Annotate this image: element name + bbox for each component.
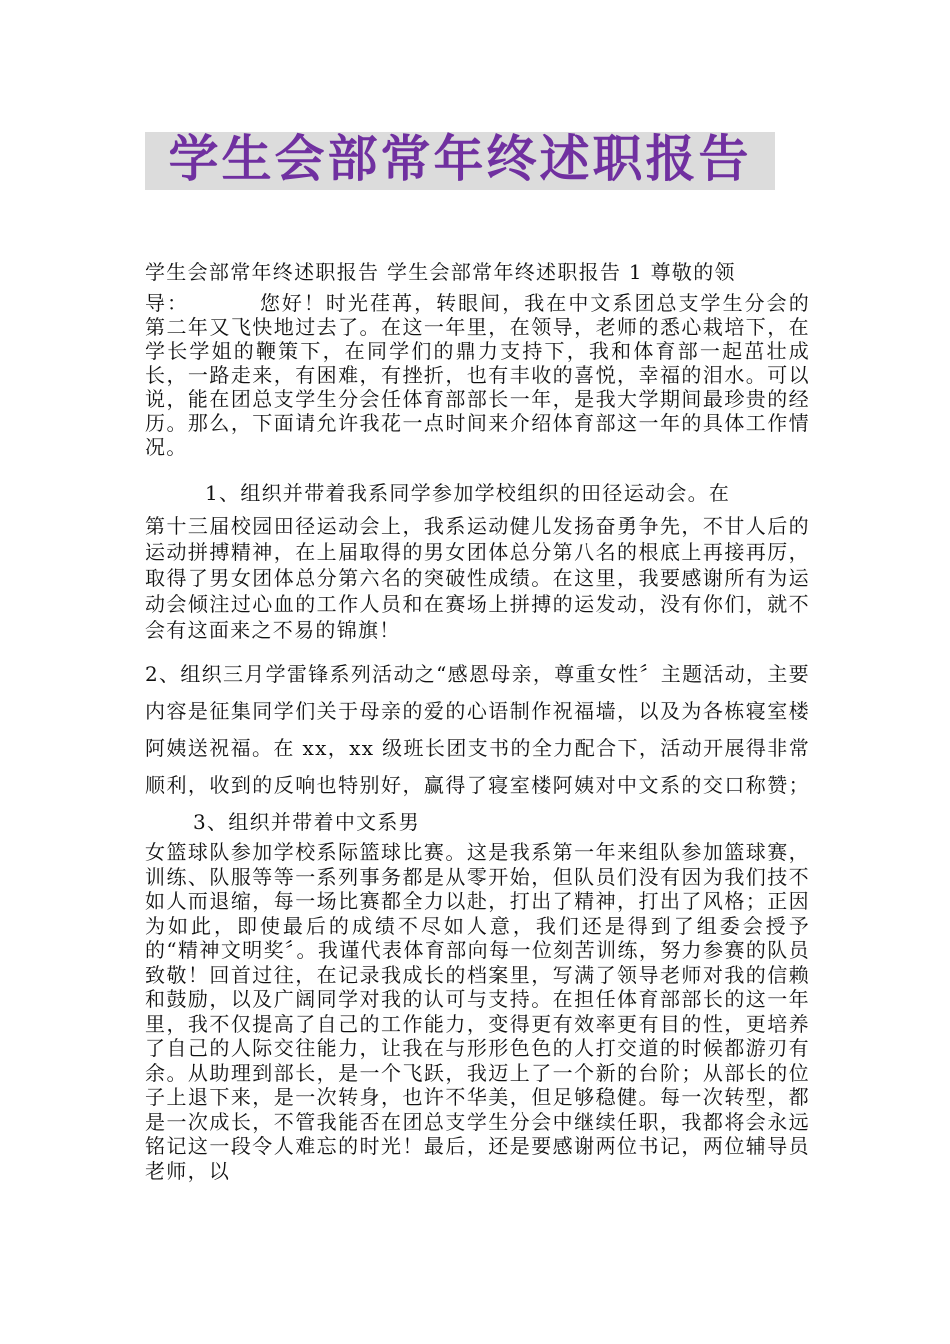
intro-first-line: 学生会部常年终述职报告 学生会部常年终述职报告 1 尊敬的领 <box>145 260 736 284</box>
intro-paragraph <box>145 260 810 459</box>
intro-body: 您好！时光荏苒，转眼间，我在中文系团总支学生分会的第二年又飞快地过去了。在这一年里，在领导，老师的悉心栽培下，在学长学姐的鞭策下，在同学们的鼎力支持下，我和体育部一起茁壮成长，一路走来，有困难，有挫折，也有丰收的喜悦，幸福的泪水。可以说，能在团总支学生分会任体育部部长一年，是我大学期间最珍贵的经历。那么，下面请允许我花一点时间来介绍体育部这一年的具体工作情况。 <box>145 291 810 459</box>
page-title: 学生会部常年终述职报告 <box>168 130 752 188</box>
item-2-paragraph <box>145 656 810 841</box>
salutation: 导： <box>145 291 190 315</box>
item-2-text: 2、组织三月学雷锋系列活动之“感恩母亲，尊重女性〞主题活动，主要内容是征集同学们关于母亲的爱的心语制作祝福墙，以及为各栋寝室楼阿姨送祝福。在 xx，xx 级班长团支书的全力配合下，活动开展得非常顺利，收到的反响也特别好，赢得了寝室楼阿姨对中文系的交口称赞； <box>145 662 810 797</box>
item-1-body: 第十三届校园田径运动会上，我系运动健儿发扬奋勇争先，不甘人后的运动拼搏精神，在上届取得的男女团体总分第八名的根底上再接再厉，取得了男女团体总分第六名的突破性成绩。在这里，我要感谢所有为运动会倾注过心血的工作人员和在赛场上拼搏的运发动，没有你们，就不会有这面来之不易的锦旗！ <box>145 514 810 642</box>
item-3-lead: 3、组织并带着中文系男 <box>193 810 421 834</box>
item-1-paragraph <box>145 480 810 643</box>
item-3-paragraph <box>145 840 810 1183</box>
item-3-body: 女篮球队参加学校系际篮球比赛。这是我系第一年来组队参加篮球赛，训练、队服等等一系列事务都是从零开始，但队员们没有因为我们技不如人而退缩，每一场比赛都全力以赴，打出了精神，打出了风格；正因为如此，即使最后的成绩不尽如人意，我们还是得到了组委会授予的“精神文明奖〞。我谨代表体育部向每一位刻苦训练，努力参赛的队员致敬！回首过往，在记录我成长的档案里，写满了领导老师对我的信赖和鼓励，以及广阔同学对我的认可与支持。在担任体育部部长的这一年里，我不仅提高了自己的工作能力，变得更有效率更有目的性，更培养了自己的人际交往能力，让我在与形形色色的人打交道的时候都游刃有余。从助理到部长，是一个飞跃，我迈上了一个新的台阶；从部长的位子上退下来，是一次转身，也许不华美，但足够稳健。每一次转型，都是一次成长，不管我能否在团总支学生分会中继续任职，我都将会永远铭记这一段令人难忘的时光！最后，还是要感谢两位书记，两位辅导员老师，以 <box>145 840 810 1183</box>
title-highlight <box>145 132 775 190</box>
item-1-lead: 1、组织并带着我系同学参加学校组织的田径运动会。在 <box>205 481 731 505</box>
